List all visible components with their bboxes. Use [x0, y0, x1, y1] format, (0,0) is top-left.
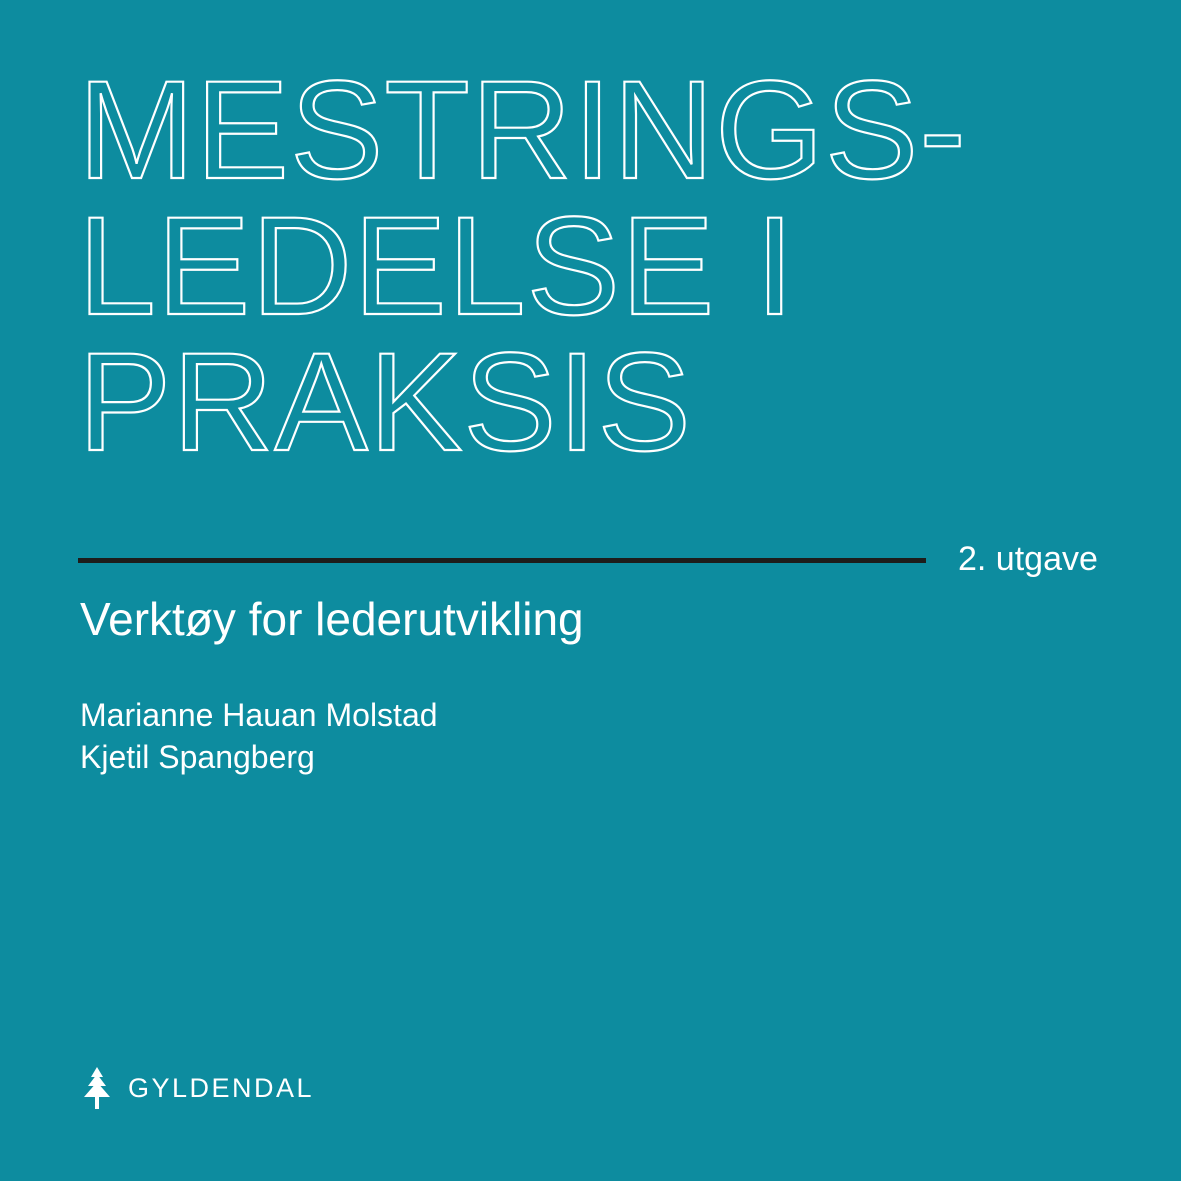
title-rule-row: [78, 540, 1100, 578]
author-name: Kjetil Spangberg: [80, 739, 315, 775]
author-name: Marianne Hauan Molstad: [80, 697, 438, 733]
publisher-logo: [80, 1066, 314, 1110]
title-line-3: PRAKSIS: [78, 323, 692, 480]
title-line-1: MESTRINGS-: [78, 51, 967, 208]
cover-title: [78, 51, 1078, 480]
cover-subtitle: Verktøy for lederutvikling: [80, 593, 584, 645]
title-line-2: LEDELSE I: [78, 187, 796, 344]
author-list: [80, 694, 438, 778]
edition-label: 2. utgave: [958, 540, 1098, 578]
publisher-name: GYLDENDAL: [128, 1072, 315, 1103]
horizontal-divider: [78, 558, 926, 563]
fir-tree-icon: [80, 1066, 114, 1110]
